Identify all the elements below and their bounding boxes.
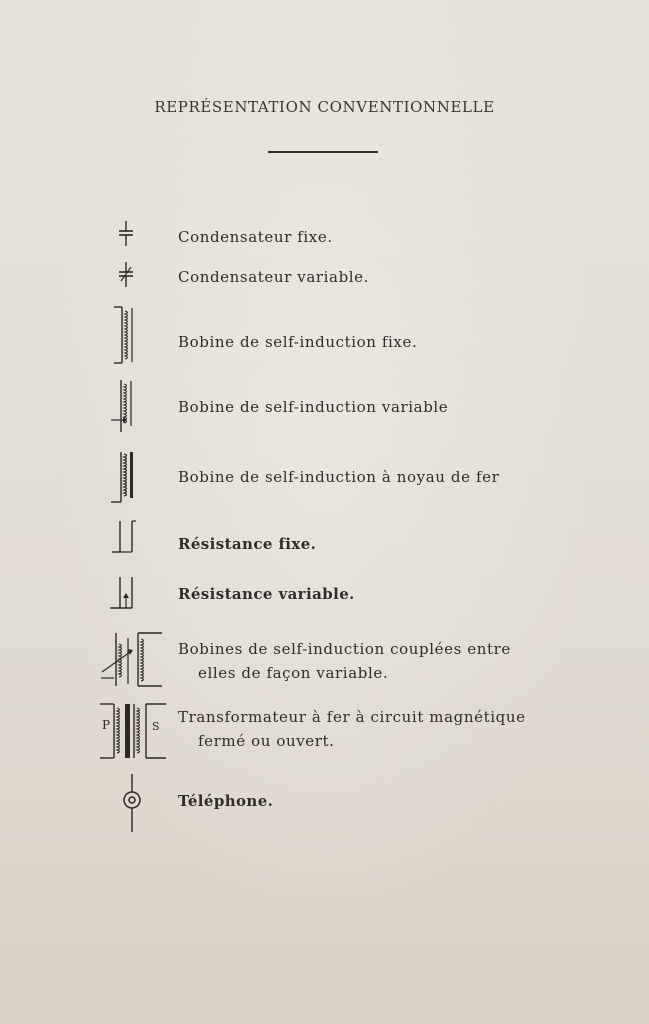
iron-core-inductor-icon — [108, 448, 140, 506]
legend-label-variable-capacitor: Condensateur variable. — [178, 268, 370, 286]
legend-label-variable-inductor: Bobine de self-induction variable — [178, 398, 449, 416]
variable-inductor-icon — [108, 378, 140, 436]
legend-label-variable-resistor: Résistance variable. — [178, 585, 355, 603]
fixed-capacitor-icon — [116, 221, 136, 247]
legend-label-coupled-coils-line2: elles de façon variable. — [198, 664, 389, 682]
legend-label-coupled-coils-line1: Bobines de self-induction couplées entre — [178, 640, 511, 658]
legend-label-telephone: Téléphone. — [178, 792, 274, 810]
legend-label-fixed-inductor: Bobine de self-induction fixe. — [178, 333, 418, 351]
fixed-resistor-icon — [108, 518, 138, 556]
telephone-icon — [120, 772, 144, 834]
variable-coupled-coils-icon — [98, 630, 166, 690]
page-title: REPRÉSENTATION CONVENTIONNELLE — [154, 98, 495, 116]
legend-label-iron-core-inductor: Bobine de self-induction à noyau de fer — [178, 468, 500, 486]
legend-label-transformer-line1: Transformateur à fer à circuit magnétique — [178, 708, 526, 726]
variable-capacitor-icon — [116, 262, 136, 288]
iron-transformer-icon — [96, 700, 172, 762]
secondary-winding-letter: S — [152, 720, 160, 733]
title-rule — [268, 151, 378, 153]
legend-label-fixed-capacitor: Condensateur fixe. — [178, 228, 333, 246]
fixed-inductor-icon — [110, 305, 140, 365]
legend-label-fixed-resistor: Résistance fixe. — [178, 535, 317, 553]
primary-winding-letter: P — [102, 718, 111, 732]
variable-resistor-icon — [106, 574, 138, 614]
legend-label-transformer-line2: fermé ou ouvert. — [198, 732, 335, 750]
